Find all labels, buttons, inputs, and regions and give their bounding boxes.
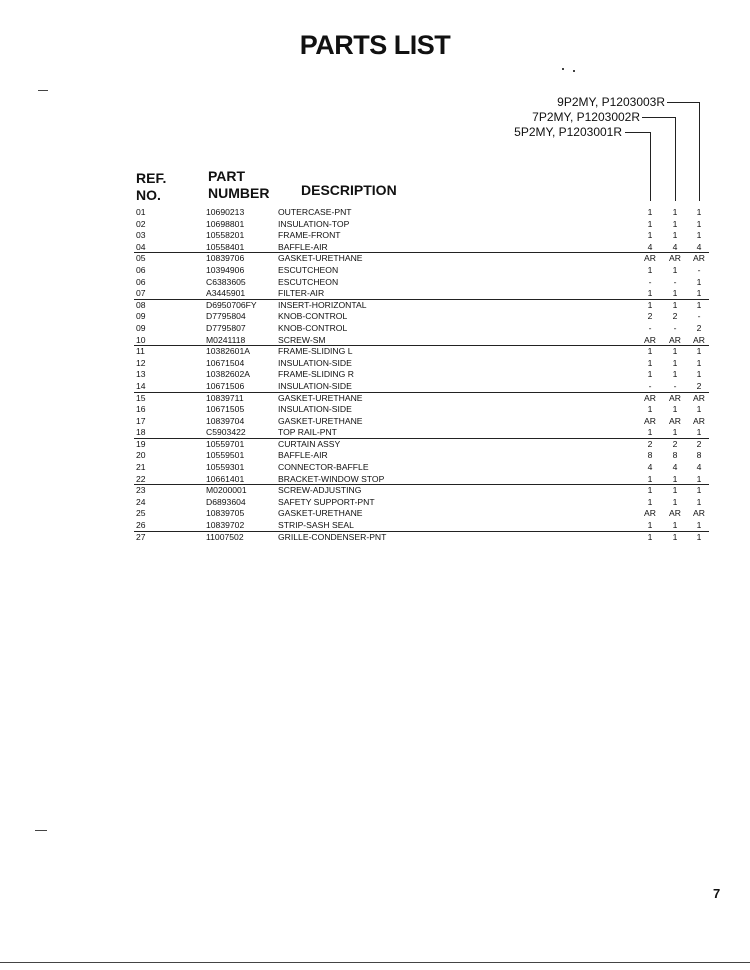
- description-cell: STRIP-SASH SEAL: [278, 520, 354, 531]
- part-number-cell: 10671505: [206, 404, 245, 415]
- part-number-cell: 10690213: [206, 207, 245, 217]
- part-number-cell: 11007502: [206, 531, 244, 542]
- parts-table: [134, 207, 709, 543]
- description-cell: SCREW-SM: [278, 334, 326, 345]
- ref-cell: 08: [136, 299, 146, 310]
- part-number-cell: C6383605: [206, 276, 246, 287]
- ref-header-line1: REF.: [136, 170, 167, 186]
- qty-7p2my-cell: 4: [672, 241, 678, 252]
- description-cell: OUTERCASE-PNT: [278, 207, 352, 217]
- description-cell: GASKET-URETHANE: [278, 253, 363, 264]
- table-row: [134, 485, 709, 497]
- description-cell: GASKET-URETHANE: [278, 415, 363, 426]
- description-cell: INSULATION-SIDE: [278, 380, 352, 391]
- qty-7p2my-cell: 1: [672, 346, 678, 357]
- qty-7p2my-cell: AR: [669, 415, 681, 426]
- part-number-cell: 10671506: [206, 380, 245, 391]
- qty-5p2my-cell: 1: [647, 485, 653, 496]
- qty-5p2my-cell: 1: [647, 427, 653, 438]
- ref-cell: 09: [136, 311, 146, 322]
- qty-9p2my-cell: 1: [696, 299, 702, 310]
- qty-7p2my-cell: 8: [672, 450, 678, 461]
- qty-7p2my-cell: 1: [672, 264, 678, 275]
- qty-5p2my-cell: AR: [644, 508, 656, 519]
- ref-cell: 09: [136, 322, 146, 333]
- qty-9p2my-cell: 8: [696, 450, 702, 461]
- description-cell: GASKET-URETHANE: [278, 508, 363, 519]
- qty-5p2my-cell: -: [648, 322, 652, 333]
- table-row: [134, 311, 709, 323]
- ref-cell: 20: [136, 450, 146, 461]
- ref-cell: 06: [136, 276, 146, 287]
- qty-7p2my-cell: 1: [672, 369, 678, 380]
- qty-9p2my-cell: 2: [696, 322, 702, 333]
- scan-mark: [35, 830, 47, 831]
- description-cell: SAFETY SUPPORT-PNT: [278, 496, 375, 507]
- ref-cell: 14: [136, 380, 146, 391]
- qty-7p2my-cell: 1: [672, 230, 678, 241]
- part-number-cell: C5903422: [206, 427, 246, 438]
- part-header-line1: PART: [208, 168, 246, 184]
- qty-9p2my-cell: 1: [696, 230, 702, 241]
- description-cell: ESCUTCHEON: [278, 276, 339, 287]
- description-cell: INSERT-HORIZONTAL: [278, 299, 367, 310]
- qty-5p2my-cell: -: [648, 276, 652, 287]
- ref-cell: 23: [136, 485, 146, 496]
- qty-9p2my-cell: 2: [696, 438, 702, 449]
- qty-5p2my-cell: 1: [647, 288, 653, 299]
- part-number-cell: 10382602A: [206, 369, 250, 380]
- qty-7p2my-cell: -: [673, 380, 677, 391]
- ref-cell: 21: [136, 462, 146, 473]
- qty-9p2my-cell: 1: [696, 496, 702, 507]
- ref-cell: 25: [136, 508, 146, 519]
- qty-7p2my-cell: 1: [672, 404, 678, 415]
- ref-cell: 01: [136, 207, 146, 217]
- description-cell: SCREW-ADJUSTING: [278, 485, 362, 496]
- description-cell: FRAME-SLIDING R: [278, 369, 354, 380]
- qty-9p2my-cell: 1: [696, 427, 702, 438]
- qty-7p2my-cell: 1: [672, 531, 678, 542]
- qty-5p2my-cell: 1: [647, 230, 653, 241]
- qty-7p2my-cell: 1: [672, 357, 678, 368]
- page-title: PARTS LIST: [299, 30, 451, 60]
- model-bracket-5p2my: [625, 132, 651, 201]
- qty-5p2my-cell: 1: [647, 207, 653, 217]
- ref-header-line2: NO.: [136, 187, 161, 203]
- qty-9p2my-cell: 1: [696, 288, 702, 299]
- qty-9p2my-cell: AR: [693, 253, 705, 264]
- description-cell: KNOB-CONTROL: [278, 311, 348, 322]
- ref-cell: 15: [136, 392, 146, 403]
- ref-cell: 10: [136, 334, 146, 345]
- part-number-cell: M0200001: [206, 485, 247, 496]
- ref-cell: 16: [136, 404, 146, 415]
- qty-5p2my-cell: 1: [647, 299, 653, 310]
- qty-7p2my-cell: AR: [669, 392, 681, 403]
- part-number-cell: D6950706FY: [206, 299, 257, 310]
- qty-9p2my-cell: AR: [693, 508, 705, 519]
- table-row: [134, 346, 709, 358]
- part-number-cell: 10661401: [206, 473, 245, 484]
- scan-mark: [0, 962, 750, 963]
- table-row: [134, 253, 709, 265]
- ref-cell: 04: [136, 241, 146, 252]
- qty-5p2my-cell: 1: [647, 218, 653, 229]
- description-cell: CONNECTOR-BAFFLE: [278, 462, 369, 473]
- description-header: DESCRIPTION: [301, 182, 397, 198]
- description-cell: BRACKET-WINDOW STOP: [278, 473, 385, 484]
- qty-9p2my-cell: 1: [696, 346, 702, 357]
- description-cell: INSULATION-SIDE: [278, 357, 352, 368]
- part-number-cell: 10839711: [206, 392, 244, 403]
- table-row: [134, 427, 709, 439]
- qty-9p2my-cell: AR: [693, 415, 705, 426]
- part-number-cell: 10698801: [206, 218, 245, 229]
- description-cell: GRILLE-CONDENSER-PNT: [278, 531, 387, 542]
- qty-7p2my-cell: 1: [672, 473, 678, 484]
- qty-7p2my-cell: 1: [672, 485, 678, 496]
- part-number-cell: M0241118: [206, 334, 246, 345]
- description-cell: KNOB-CONTROL: [278, 322, 348, 333]
- table-row: [134, 242, 709, 254]
- qty-5p2my-cell: AR: [644, 253, 656, 264]
- qty-5p2my-cell: 2: [647, 438, 653, 449]
- ref-cell: 27: [136, 531, 146, 542]
- qty-5p2my-cell: 1: [647, 369, 653, 380]
- description-cell: BAFFLE-AIR: [278, 241, 328, 252]
- qty-7p2my-cell: 1: [672, 218, 678, 229]
- part-number-cell: D7795804: [206, 311, 246, 322]
- table-row: [134, 474, 709, 486]
- qty-7p2my-cell: AR: [669, 334, 681, 345]
- qty-5p2my-cell: 1: [647, 357, 653, 368]
- qty-9p2my-cell: 4: [696, 462, 702, 473]
- table-row: [134, 497, 709, 509]
- description-cell: GASKET-URETHANE: [278, 392, 363, 403]
- table-row: [134, 393, 709, 405]
- qty-5p2my-cell: 1: [647, 404, 653, 415]
- model-label-5p2my: 5P2MY, P1203001R: [514, 125, 622, 139]
- part-number-cell: 10559501: [206, 450, 245, 461]
- ref-cell: 18: [136, 427, 146, 438]
- description-cell: TOP RAIL-PNT: [278, 427, 337, 438]
- table-row: [134, 335, 709, 347]
- qty-5p2my-cell: 1: [647, 496, 653, 507]
- ref-header: [136, 170, 166, 204]
- qty-5p2my-cell: 4: [647, 241, 653, 252]
- qty-5p2my-cell: 8: [647, 450, 653, 461]
- part-number-cell: 10839705: [206, 508, 245, 519]
- page-number: 7: [713, 886, 721, 901]
- qty-9p2my-cell: 1: [696, 218, 702, 229]
- scan-mark: [573, 70, 575, 72]
- qty-9p2my-cell: 1: [696, 531, 702, 542]
- table-row: [134, 369, 709, 381]
- qty-9p2my-cell: 1: [696, 357, 702, 368]
- qty-9p2my-cell: -: [697, 264, 701, 275]
- ref-cell: 03: [136, 230, 146, 241]
- part-number-cell: 10558401: [206, 241, 245, 252]
- ref-cell: 22: [136, 473, 146, 484]
- qty-5p2my-cell: AR: [644, 415, 656, 426]
- table-row: [134, 230, 709, 242]
- qty-7p2my-cell: -: [673, 322, 677, 333]
- ref-cell: 19: [136, 438, 146, 449]
- qty-7p2my-cell: 1: [672, 427, 678, 438]
- description-cell: BAFFLE-AIR: [278, 450, 328, 461]
- ref-cell: 24: [136, 496, 146, 507]
- qty-7p2my-cell: 1: [672, 520, 678, 531]
- table-row: [134, 323, 709, 335]
- part-header-line2: NUMBER: [208, 185, 270, 201]
- qty-7p2my-cell: 1: [672, 496, 678, 507]
- table-row: [134, 207, 709, 219]
- scan-mark: [38, 90, 48, 91]
- qty-9p2my-cell: AR: [693, 392, 705, 403]
- table-row: [134, 300, 709, 312]
- qty-9p2my-cell: AR: [693, 334, 705, 345]
- description-cell: INSULATION-TOP: [278, 218, 350, 229]
- table-row: [134, 508, 709, 520]
- table-row: [134, 532, 709, 544]
- part-number-cell: 10382601A: [206, 346, 250, 357]
- qty-5p2my-cell: AR: [644, 334, 656, 345]
- table-row: [134, 404, 709, 416]
- qty-7p2my-cell: 4: [672, 462, 678, 473]
- part-number-cell: 10558201: [206, 230, 245, 241]
- scan-mark: [562, 68, 564, 70]
- qty-5p2my-cell: AR: [644, 392, 656, 403]
- table-row: [134, 219, 709, 231]
- ref-cell: 02: [136, 218, 146, 229]
- part-number-cell: 10671504: [206, 357, 245, 368]
- ref-cell: 11: [136, 346, 145, 357]
- description-cell: CURTAIN ASSY: [278, 438, 341, 449]
- table-row: [134, 439, 709, 451]
- qty-7p2my-cell: 1: [672, 288, 678, 299]
- ref-cell: 06: [136, 264, 146, 275]
- part-number-cell: 10839702: [206, 520, 245, 531]
- part-number-header: [208, 168, 269, 202]
- description-cell: INSULATION-SIDE: [278, 404, 352, 415]
- qty-9p2my-cell: 1: [696, 369, 702, 380]
- qty-5p2my-cell: 1: [647, 473, 653, 484]
- qty-7p2my-cell: AR: [669, 508, 681, 519]
- qty-5p2my-cell: -: [648, 380, 652, 391]
- description-cell: FILTER-AIR: [278, 288, 325, 299]
- table-row: [134, 450, 709, 462]
- part-number-cell: 10839704: [206, 415, 245, 426]
- qty-7p2my-cell: 2: [672, 438, 678, 449]
- part-number-cell: A3445901: [206, 288, 246, 299]
- ref-cell: 26: [136, 520, 146, 531]
- qty-5p2my-cell: 1: [647, 264, 653, 275]
- part-number-cell: 10559301: [206, 462, 245, 473]
- table-row: [134, 462, 709, 474]
- table-row: [134, 288, 709, 300]
- part-number-cell: 10394906: [206, 264, 245, 275]
- qty-9p2my-cell: 1: [696, 520, 702, 531]
- part-number-cell: D6893604: [206, 496, 246, 507]
- qty-9p2my-cell: 2: [696, 380, 702, 391]
- part-number-cell: D7795807: [206, 322, 246, 333]
- table-row: [134, 265, 709, 277]
- ref-cell: 07: [136, 288, 146, 299]
- table-row: [134, 381, 709, 393]
- qty-9p2my-cell: 1: [696, 276, 702, 287]
- table-row: [134, 416, 709, 428]
- qty-5p2my-cell: 1: [647, 520, 653, 531]
- table-row: [134, 277, 709, 289]
- ref-cell: 12: [136, 357, 146, 368]
- qty-5p2my-cell: 2: [647, 311, 653, 322]
- model-label-9p2my: 9P2MY, P1203003R: [557, 95, 665, 109]
- qty-7p2my-cell: 1: [672, 207, 678, 217]
- qty-7p2my-cell: AR: [669, 253, 681, 264]
- description-cell: FRAME-FRONT: [278, 230, 341, 241]
- qty-5p2my-cell: 1: [647, 346, 653, 357]
- qty-9p2my-cell: 1: [696, 485, 702, 496]
- qty-7p2my-cell: 1: [672, 299, 678, 310]
- ref-cell: 13: [136, 369, 146, 380]
- qty-9p2my-cell: 4: [696, 241, 702, 252]
- ref-cell: 17: [136, 415, 146, 426]
- model-label-7p2my: 7P2MY, P1203002R: [532, 110, 640, 124]
- qty-9p2my-cell: -: [697, 311, 701, 322]
- table-row: [134, 358, 709, 370]
- description-cell: ESCUTCHEON: [278, 264, 339, 275]
- qty-5p2my-cell: 1: [647, 531, 653, 542]
- qty-9p2my-cell: 1: [696, 207, 702, 217]
- ref-cell: 05: [136, 253, 146, 264]
- description-cell: FRAME-SLIDING L: [278, 346, 353, 357]
- qty-9p2my-cell: 1: [696, 404, 702, 415]
- qty-5p2my-cell: 4: [647, 462, 653, 473]
- part-number-cell: 10839706: [206, 253, 245, 264]
- table-row: [134, 520, 709, 532]
- qty-7p2my-cell: -: [673, 276, 677, 287]
- part-number-cell: 10559701: [206, 438, 245, 449]
- qty-9p2my-cell: 1: [696, 473, 702, 484]
- qty-7p2my-cell: 2: [672, 311, 678, 322]
